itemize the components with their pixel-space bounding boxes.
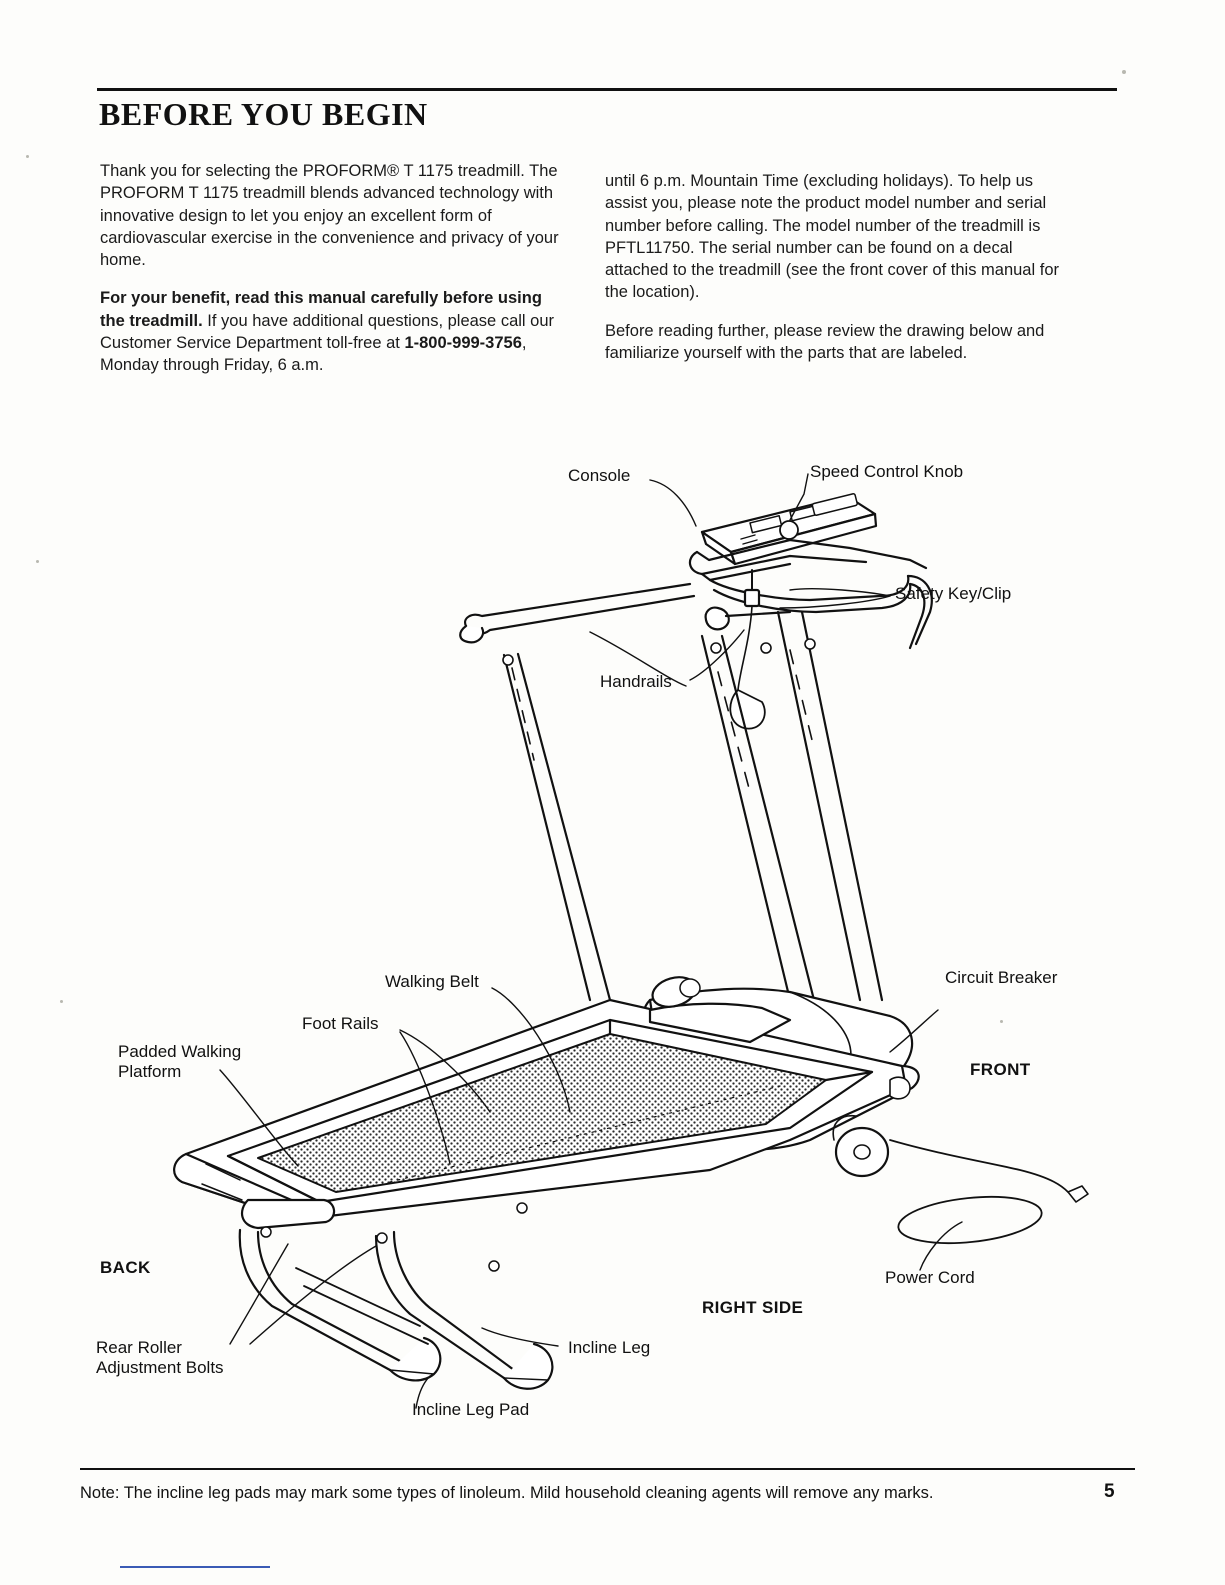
label-walking-belt: Walking Belt <box>385 972 479 991</box>
intro-paragraph-3: until 6 p.m. Mountain Time (excluding holidays). To help us assist you, please note the product model number and serial number before calling. The model number of the treadmill is PFTL11750. The serial number can be found on a decal attached to the treadmill (see the front cover of this manual for the location). <box>605 172 1059 302</box>
console-part <box>702 493 876 564</box>
scan-speck <box>1122 70 1126 74</box>
label-incline-leg-pad: Incline Leg Pad <box>412 1400 530 1419</box>
incline-legs <box>240 1230 553 1389</box>
label-safety-key-clip: Safety Key/Clip <box>895 584 1012 603</box>
circuit-breaker-part <box>890 1077 910 1099</box>
scan-speck <box>36 560 39 563</box>
intro-column-right <box>605 170 1075 380</box>
label-padded-walking-platform-line2: Platform <box>118 1061 182 1081</box>
label-rear-roller-adjustment-bolts <box>96 1338 276 1377</box>
footer-note: Note: The incline leg pads may mark some types of linoleum. Mild household cleaning agents will remove any marks. <box>80 1484 934 1502</box>
label-front: FRONT <box>970 1060 1031 1079</box>
label-power-cord: Power Cord <box>885 1268 975 1287</box>
safety-key-part <box>730 570 765 729</box>
label-padded-walking-platform <box>118 1042 288 1081</box>
label-back: BACK <box>100 1258 151 1277</box>
label-handrails: Handrails <box>600 672 672 691</box>
label-rear-roller-line2: Adjustment Bolts <box>96 1357 224 1377</box>
scan-speck <box>1000 1020 1003 1023</box>
label-circuit-breaker: Circuit Breaker <box>945 968 1058 987</box>
intro-column-left <box>100 160 565 392</box>
scan-speck <box>60 1000 63 1003</box>
intro-bold-lead: For your benefit, read this manual carefully before using the treadmill. <box>100 289 542 330</box>
label-rear-roller-line1: Rear Roller <box>96 1338 182 1357</box>
label-padded-walking-platform-line1: Padded Walking <box>118 1042 242 1061</box>
label-foot-rails: Foot Rails <box>302 1014 379 1033</box>
treadmill-diagram <box>90 440 1125 1450</box>
intro-paragraph-4: Before reading further, please review the drawing below and familiarize yourself with the parts that are labeled. <box>605 321 1045 362</box>
label-speed-control-knob: Speed Control Knob <box>810 462 964 481</box>
heading-divider <box>97 88 1117 91</box>
intro-paragraph-1: Thank you for selecting the PROFORM® T 1175 treadmill. The PROFORM T 1175 treadmill blends advanced technology with innovative design to let you enjoy an excellent form of cardiovascular exercise in the convenience and privacy of your home. <box>100 162 559 270</box>
power-cord-part <box>890 1140 1088 1249</box>
footer-divider <box>80 1468 1135 1470</box>
customer-service-phone: 1-800-999-3756 <box>404 333 522 352</box>
scan-speck <box>26 155 29 158</box>
label-incline-leg: Incline Leg <box>568 1338 651 1357</box>
label-console: Console <box>568 466 631 485</box>
page-number: 5 <box>1104 1481 1115 1502</box>
scan-artifact-mark <box>120 1566 270 1568</box>
intro-paragraph-2: For your benefit, read this manual carefully before using the treadmill. If you have additional questions, please call our Customer Service Department toll-free at 1-800-999-3756, Monday through Friday, 6 a.m. <box>100 289 555 375</box>
label-right-side: RIGHT SIDE <box>702 1298 804 1317</box>
page-title: BEFORE YOU BEGIN <box>99 96 428 132</box>
